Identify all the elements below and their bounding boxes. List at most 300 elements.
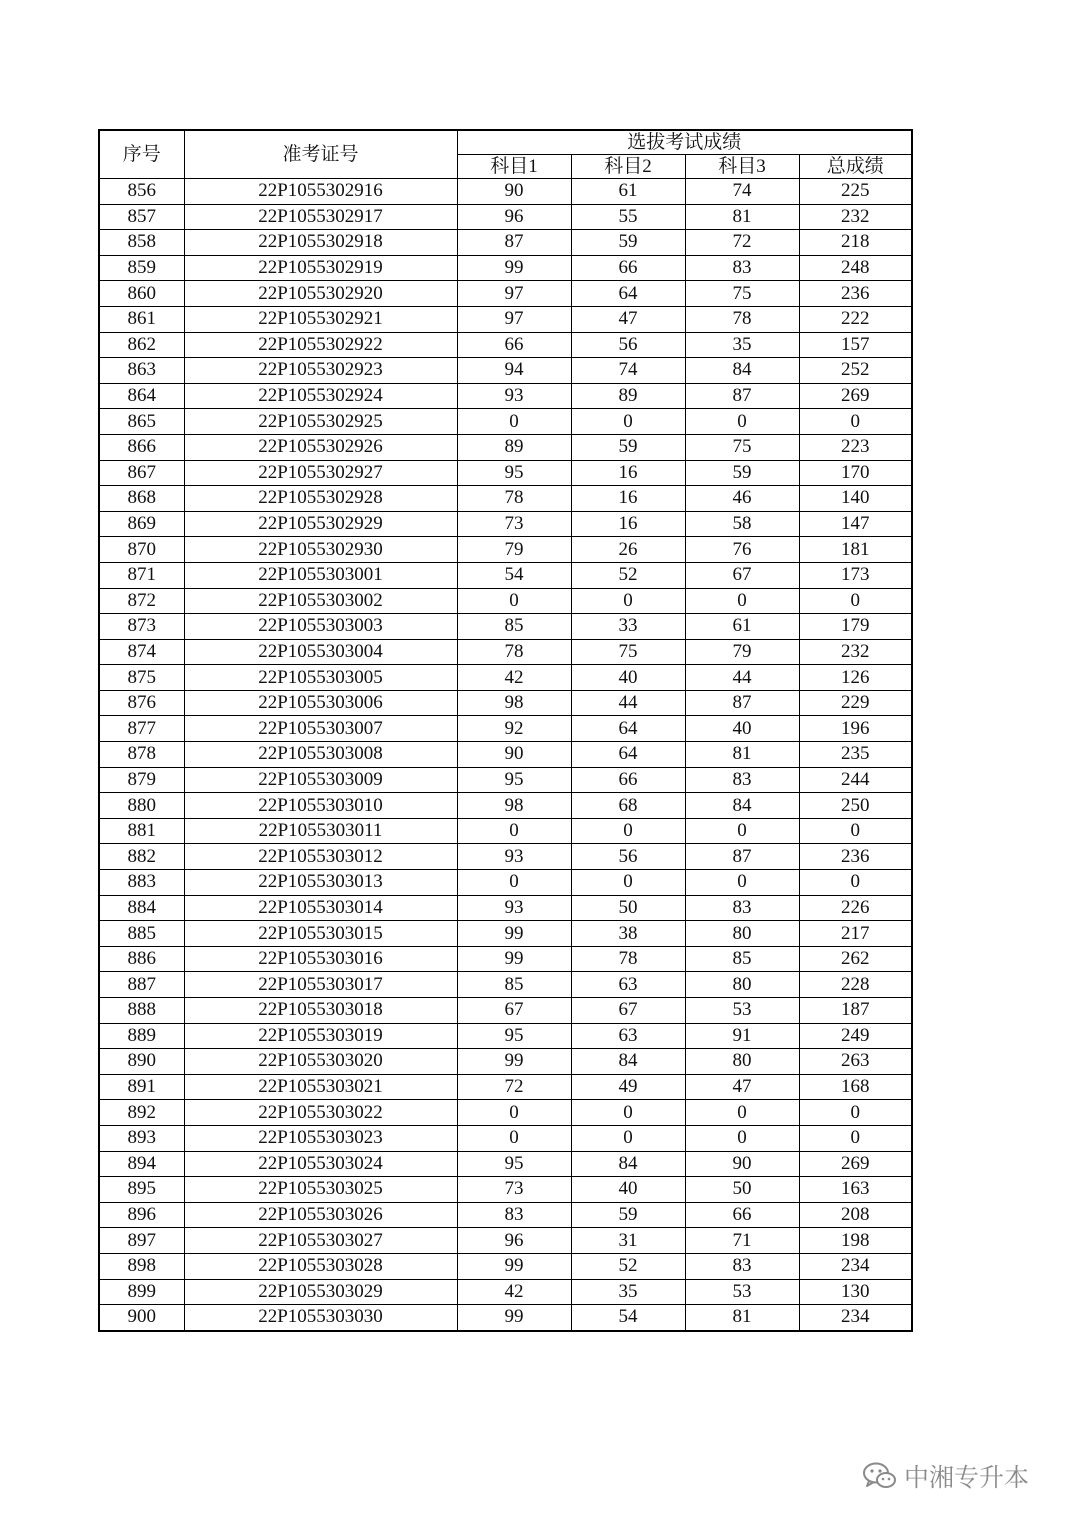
table-row [99,614,912,640]
table-body [99,179,912,1331]
cell-subject-1: 78 [457,486,571,512]
cell-subject-3: 0 [685,870,799,896]
cell-subject-2: 59 [571,434,685,460]
cell-subject-2: 0 [571,588,685,614]
wechat-icon [862,1461,898,1491]
table-row [99,690,912,716]
table-row [99,921,912,947]
cell-subject-1: 96 [457,1228,571,1254]
cell-subject-2: 0 [571,1125,685,1151]
cell-subject-3: 71 [685,1228,799,1254]
cell-seq: 879 [99,767,184,793]
cell-subject-3: 80 [685,972,799,998]
cell-subject-1: 99 [457,946,571,972]
table-row [99,409,912,435]
table-row [99,895,912,921]
cell-seq: 883 [99,870,184,896]
table-row [99,946,912,972]
cell-subject-1: 95 [457,460,571,486]
cell-subject-1: 93 [457,844,571,870]
cell-seq: 867 [99,460,184,486]
cell-total: 217 [799,921,912,947]
cell-subject-1: 90 [457,179,571,205]
cell-exam-id: 22P1055302929 [184,511,457,537]
cell-total: 173 [799,562,912,588]
watermark-text: 中湘专升本 [904,1463,1030,1492]
cell-subject-3: 0 [685,1100,799,1126]
cell-seq: 863 [99,358,184,384]
cell-subject-2: 33 [571,614,685,640]
cell-subject-3: 44 [685,665,799,691]
cell-seq: 892 [99,1100,184,1126]
cell-subject-3: 47 [685,1074,799,1100]
cell-exam-id: 22P1055303013 [184,870,457,896]
table-row [99,332,912,358]
cell-subject-2: 40 [571,1177,685,1203]
table-row [99,460,912,486]
cell-seq: 898 [99,1253,184,1279]
cell-total: 234 [799,1305,912,1331]
cell-total: 218 [799,230,912,256]
cell-total: 157 [799,332,912,358]
cell-total: 0 [799,409,912,435]
cell-subject-3: 50 [685,1177,799,1203]
cell-total: 0 [799,1125,912,1151]
cell-subject-3: 84 [685,358,799,384]
table-row [99,972,912,998]
cell-subject-2: 16 [571,460,685,486]
table-row [99,486,912,512]
cell-subject-1: 92 [457,716,571,742]
cell-subject-3: 80 [685,921,799,947]
table-row [99,767,912,793]
cell-total: 234 [799,1253,912,1279]
cell-subject-2: 47 [571,306,685,332]
header-subject-3: 科目3 [685,155,799,179]
cell-subject-1: 72 [457,1074,571,1100]
cell-exam-id: 22P1055303003 [184,614,457,640]
cell-exam-id: 22P1055303018 [184,998,457,1024]
cell-seq: 864 [99,383,184,409]
table-row [99,793,912,819]
table-header [99,130,912,179]
cell-exam-id: 22P1055302921 [184,306,457,332]
cell-seq: 889 [99,1023,184,1049]
cell-subject-2: 84 [571,1151,685,1177]
cell-total: 225 [799,179,912,205]
cell-exam-id: 22P1055302930 [184,537,457,563]
cell-subject-2: 64 [571,281,685,307]
table-row [99,1228,912,1254]
cell-subject-1: 95 [457,767,571,793]
cell-subject-1: 90 [457,742,571,768]
cell-subject-2: 16 [571,511,685,537]
cell-subject-2: 56 [571,332,685,358]
header-seq: 序号 [99,130,184,179]
cell-subject-3: 0 [685,818,799,844]
table-row [99,204,912,230]
table-row [99,306,912,332]
cell-exam-id: 22P1055303023 [184,1125,457,1151]
cell-exam-id: 22P1055302926 [184,434,457,460]
cell-subject-2: 52 [571,1253,685,1279]
cell-seq: 894 [99,1151,184,1177]
cell-seq: 876 [99,690,184,716]
table-row [99,1177,912,1203]
cell-subject-2: 55 [571,204,685,230]
cell-subject-2: 66 [571,767,685,793]
table-row [99,1023,912,1049]
cell-exam-id: 22P1055303005 [184,665,457,691]
cell-subject-3: 87 [685,383,799,409]
table-row [99,1049,912,1075]
cell-total: 250 [799,793,912,819]
cell-seq: 874 [99,639,184,665]
cell-total: 269 [799,383,912,409]
cell-subject-1: 98 [457,793,571,819]
cell-subject-2: 63 [571,972,685,998]
table-row [99,716,912,742]
cell-seq: 885 [99,921,184,947]
cell-total: 262 [799,946,912,972]
cell-subject-3: 53 [685,1279,799,1305]
cell-subject-2: 64 [571,742,685,768]
cell-subject-2: 56 [571,844,685,870]
cell-exam-id: 22P1055303016 [184,946,457,972]
cell-subject-1: 0 [457,409,571,435]
cell-total: 232 [799,204,912,230]
cell-subject-2: 89 [571,383,685,409]
table-row [99,844,912,870]
cell-subject-2: 61 [571,179,685,205]
table-row [99,665,912,691]
cell-subject-2: 78 [571,946,685,972]
cell-seq: 861 [99,306,184,332]
cell-total: 248 [799,255,912,281]
cell-total: 208 [799,1202,912,1228]
cell-seq: 870 [99,537,184,563]
cell-seq: 897 [99,1228,184,1254]
table-row [99,511,912,537]
cell-subject-1: 0 [457,1100,571,1126]
cell-subject-1: 0 [457,870,571,896]
cell-subject-3: 0 [685,1125,799,1151]
cell-subject-2: 16 [571,486,685,512]
table-row [99,562,912,588]
cell-total: 179 [799,614,912,640]
cell-subject-3: 40 [685,716,799,742]
cell-subject-1: 73 [457,1177,571,1203]
table-row [99,870,912,896]
cell-exam-id: 22P1055303006 [184,690,457,716]
cell-exam-id: 22P1055303002 [184,588,457,614]
cell-seq: 871 [99,562,184,588]
cell-seq: 860 [99,281,184,307]
cell-seq: 886 [99,946,184,972]
cell-subject-2: 0 [571,1100,685,1126]
cell-subject-1: 85 [457,614,571,640]
cell-subject-3: 91 [685,1023,799,1049]
cell-subject-1: 99 [457,1049,571,1075]
cell-seq: 881 [99,818,184,844]
cell-subject-1: 67 [457,998,571,1024]
cell-subject-3: 35 [685,332,799,358]
table-row [99,1305,912,1331]
cell-seq: 884 [99,895,184,921]
cell-subject-2: 38 [571,921,685,947]
cell-subject-1: 95 [457,1151,571,1177]
cell-seq: 873 [99,614,184,640]
cell-seq: 896 [99,1202,184,1228]
cell-subject-1: 94 [457,358,571,384]
cell-seq: 888 [99,998,184,1024]
cell-seq: 895 [99,1177,184,1203]
cell-subject-3: 53 [685,998,799,1024]
cell-exam-id: 22P1055302917 [184,204,457,230]
cell-subject-1: 78 [457,639,571,665]
table-row [99,998,912,1024]
cell-total: 223 [799,434,912,460]
cell-seq: 877 [99,716,184,742]
cell-seq: 866 [99,434,184,460]
cell-subject-3: 83 [685,255,799,281]
cell-total: 0 [799,1100,912,1126]
cell-subject-2: 0 [571,870,685,896]
cell-exam-id: 22P1055302919 [184,255,457,281]
cell-total: 140 [799,486,912,512]
cell-total: 198 [799,1228,912,1254]
cell-exam-id: 22P1055303015 [184,921,457,947]
cell-total: 229 [799,690,912,716]
cell-subject-3: 59 [685,460,799,486]
cell-exam-id: 22P1055303022 [184,1100,457,1126]
cell-total: 226 [799,895,912,921]
cell-exam-id: 22P1055302916 [184,179,457,205]
header-total: 总成绩 [799,155,912,179]
cell-seq: 880 [99,793,184,819]
cell-total: 168 [799,1074,912,1100]
cell-total: 196 [799,716,912,742]
cell-exam-id: 22P1055303019 [184,1023,457,1049]
cell-exam-id: 22P1055303021 [184,1074,457,1100]
cell-subject-2: 50 [571,895,685,921]
cell-subject-1: 99 [457,255,571,281]
header-subject-1: 科目1 [457,155,571,179]
cell-seq: 872 [99,588,184,614]
cell-seq: 865 [99,409,184,435]
cell-subject-1: 97 [457,281,571,307]
cell-subject-3: 84 [685,793,799,819]
cell-subject-2: 59 [571,230,685,256]
cell-seq: 890 [99,1049,184,1075]
cell-subject-3: 78 [685,306,799,332]
cell-total: 235 [799,742,912,768]
cell-exam-id: 22P1055303024 [184,1151,457,1177]
cell-subject-3: 0 [685,588,799,614]
cell-subject-1: 79 [457,537,571,563]
cell-subject-3: 83 [685,895,799,921]
cell-exam-id: 22P1055302924 [184,383,457,409]
cell-subject-3: 46 [685,486,799,512]
cell-exam-id: 22P1055303020 [184,1049,457,1075]
cell-subject-2: 64 [571,716,685,742]
table-row [99,588,912,614]
cell-subject-3: 76 [685,537,799,563]
cell-subject-2: 35 [571,1279,685,1305]
cell-subject-1: 42 [457,1279,571,1305]
cell-subject-1: 0 [457,1125,571,1151]
cell-seq: 882 [99,844,184,870]
cell-subject-3: 81 [685,742,799,768]
cell-subject-2: 68 [571,793,685,819]
table-row [99,537,912,563]
cell-seq: 899 [99,1279,184,1305]
cell-subject-1: 66 [457,332,571,358]
cell-seq: 869 [99,511,184,537]
cell-exam-id: 22P1055302923 [184,358,457,384]
cell-subject-1: 87 [457,230,571,256]
cell-subject-1: 99 [457,1253,571,1279]
cell-total: 126 [799,665,912,691]
table-row [99,639,912,665]
cell-subject-1: 73 [457,511,571,537]
cell-subject-1: 95 [457,1023,571,1049]
cell-total: 181 [799,537,912,563]
cell-subject-2: 74 [571,358,685,384]
table-row [99,818,912,844]
table-row [99,1125,912,1151]
cell-seq: 856 [99,179,184,205]
cell-subject-1: 96 [457,204,571,230]
cell-exam-id: 22P1055303029 [184,1279,457,1305]
cell-total: 187 [799,998,912,1024]
cell-subject-1: 99 [457,1305,571,1331]
cell-seq: 900 [99,1305,184,1331]
cell-exam-id: 22P1055302920 [184,281,457,307]
cell-subject-2: 49 [571,1074,685,1100]
table-row [99,255,912,281]
table-row [99,1253,912,1279]
cell-exam-id: 22P1055303012 [184,844,457,870]
cell-subject-2: 67 [571,998,685,1024]
cell-total: 232 [799,639,912,665]
table-row [99,179,912,205]
cell-subject-3: 74 [685,179,799,205]
cell-exam-id: 22P1055303030 [184,1305,457,1331]
cell-subject-1: 97 [457,306,571,332]
cell-exam-id: 22P1055303027 [184,1228,457,1254]
cell-subject-3: 75 [685,434,799,460]
cell-subject-3: 83 [685,1253,799,1279]
cell-total: 263 [799,1049,912,1075]
cell-exam-id: 22P1055302922 [184,332,457,358]
cell-subject-1: 89 [457,434,571,460]
table-row [99,281,912,307]
cell-total: 228 [799,972,912,998]
cell-subject-2: 44 [571,690,685,716]
cell-subject-1: 0 [457,588,571,614]
cell-subject-2: 26 [571,537,685,563]
cell-subject-3: 81 [685,204,799,230]
cell-subject-3: 66 [685,1202,799,1228]
cell-subject-3: 72 [685,230,799,256]
cell-subject-2: 66 [571,255,685,281]
cell-exam-id: 22P1055303017 [184,972,457,998]
watermark [862,1458,1029,1494]
cell-subject-1: 54 [457,562,571,588]
cell-exam-id: 22P1055302925 [184,409,457,435]
cell-exam-id: 22P1055303009 [184,767,457,793]
cell-subject-2: 75 [571,639,685,665]
cell-seq: 859 [99,255,184,281]
header-exam-id: 准考证号 [184,130,457,179]
header-score-group: 选拔考试成绩 [457,130,912,155]
cell-seq: 893 [99,1125,184,1151]
cell-subject-1: 83 [457,1202,571,1228]
table-row [99,358,912,384]
cell-total: 244 [799,767,912,793]
cell-subject-3: 81 [685,1305,799,1331]
cell-total: 147 [799,511,912,537]
cell-subject-3: 87 [685,844,799,870]
cell-exam-id: 22P1055303026 [184,1202,457,1228]
cell-subject-1: 42 [457,665,571,691]
cell-exam-id: 22P1055302918 [184,230,457,256]
cell-exam-id: 22P1055303011 [184,818,457,844]
cell-subject-2: 0 [571,409,685,435]
cell-subject-2: 0 [571,818,685,844]
cell-total: 236 [799,844,912,870]
cell-subject-1: 98 [457,690,571,716]
cell-subject-3: 61 [685,614,799,640]
cell-total: 130 [799,1279,912,1305]
cell-total: 252 [799,358,912,384]
cell-exam-id: 22P1055303007 [184,716,457,742]
cell-exam-id: 22P1055303001 [184,562,457,588]
cell-exam-id: 22P1055303014 [184,895,457,921]
cell-exam-id: 22P1055303004 [184,639,457,665]
cell-subject-1: 93 [457,895,571,921]
score-table [98,129,913,1332]
cell-subject-3: 87 [685,690,799,716]
cell-subject-3: 67 [685,562,799,588]
cell-subject-3: 0 [685,409,799,435]
cell-subject-3: 83 [685,767,799,793]
table-row [99,742,912,768]
cell-exam-id: 22P1055303010 [184,793,457,819]
table-row [99,1074,912,1100]
cell-subject-3: 75 [685,281,799,307]
cell-total: 163 [799,1177,912,1203]
cell-total: 269 [799,1151,912,1177]
cell-subject-1: 99 [457,921,571,947]
cell-seq: 862 [99,332,184,358]
cell-seq: 875 [99,665,184,691]
cell-subject-3: 85 [685,946,799,972]
table-row [99,1100,912,1126]
cell-subject-2: 84 [571,1049,685,1075]
cell-subject-2: 59 [571,1202,685,1228]
cell-seq: 857 [99,204,184,230]
cell-total: 249 [799,1023,912,1049]
cell-total: 0 [799,870,912,896]
cell-exam-id: 22P1055303028 [184,1253,457,1279]
cell-total: 236 [799,281,912,307]
cell-subject-3: 79 [685,639,799,665]
cell-exam-id: 22P1055302927 [184,460,457,486]
cell-subject-3: 90 [685,1151,799,1177]
cell-seq: 858 [99,230,184,256]
